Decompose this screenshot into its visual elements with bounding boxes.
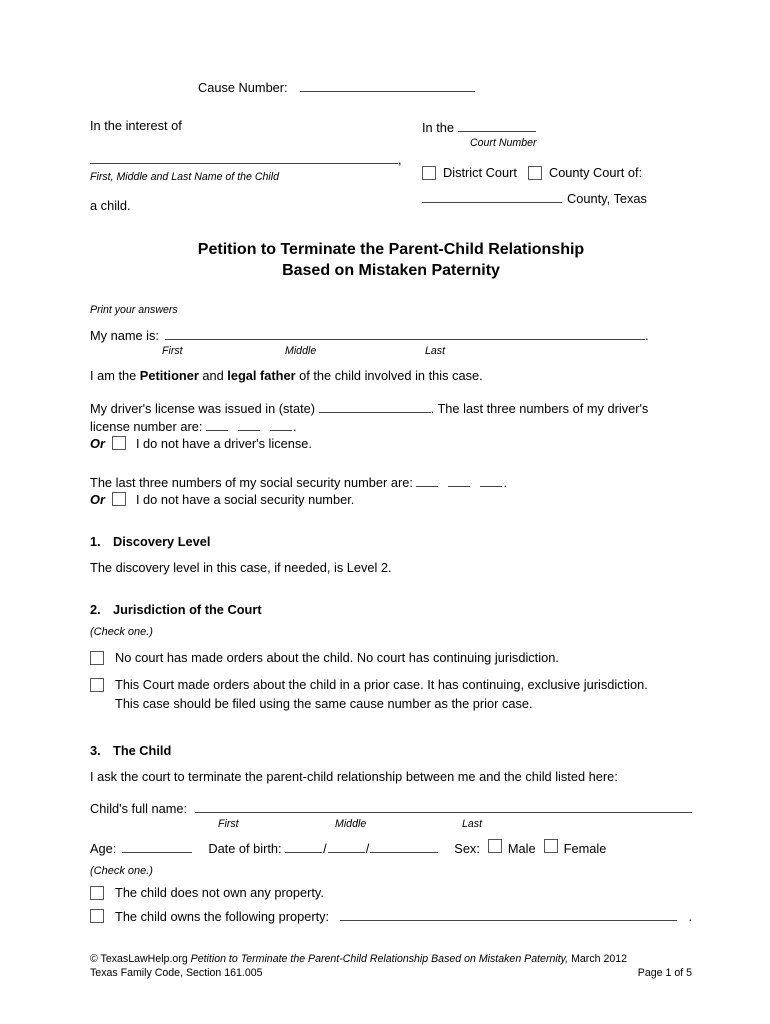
district-court-label: District Court [443, 165, 517, 180]
ssn-line [90, 473, 692, 491]
child-name-field[interactable] [90, 150, 398, 164]
footer-line1 [90, 952, 692, 966]
section2-number: 2. [90, 602, 101, 617]
county-row [422, 189, 692, 207]
no-ssn-label: I do not have a social security number. [135, 492, 355, 507]
dob-slash2: / [365, 841, 370, 856]
cause-number-row [198, 78, 692, 96]
child-middle-sublabel: Middle [335, 818, 367, 830]
no-license-checkbox[interactable] [112, 436, 126, 450]
section3-title: The Child [113, 743, 172, 758]
in-the-label: In the [422, 120, 455, 135]
cause-number-field[interactable] [300, 78, 475, 92]
county-court-label: County Court of: [548, 165, 643, 180]
owns-property-checkbox[interactable] [90, 909, 104, 923]
county-court-checkbox[interactable] [528, 166, 542, 180]
jurisdiction-option1-row [90, 648, 692, 667]
owns-property-period: . [688, 909, 692, 924]
cause-number-label: Cause Number: [198, 80, 288, 95]
prior-case-checkbox[interactable] [90, 678, 104, 692]
ssn-period: . [503, 475, 508, 490]
print-answers-note: Print your answers [90, 304, 178, 316]
or-label: Or [90, 436, 105, 451]
female-label: Female [563, 841, 607, 856]
age-label: Age: [90, 841, 117, 856]
no-ssn-row [90, 492, 692, 508]
drivers-license-paragraph [90, 399, 692, 452]
no-license-label: I do not have a driver's license. [135, 436, 312, 451]
child-first-sublabel: First [218, 818, 239, 830]
first-sublabel: First [162, 345, 183, 357]
prior-case-line1: This Court made orders about the child in a prior case. It has continuing, exclusive jurisdiction. [115, 677, 648, 692]
county-name-field[interactable] [422, 189, 562, 203]
footer-copyright: © TexasLawHelp.org [90, 953, 191, 965]
no-property-label: The child does not own any property. [115, 885, 324, 900]
ssn-line-pre: The last three numbers of my social security number are: [90, 475, 413, 490]
dl-line1 [90, 399, 692, 417]
case-style-header [90, 118, 692, 214]
section2-heading [90, 602, 692, 618]
prior-case-line2: This case should be filed using the same cause number as the prior case. [115, 696, 533, 711]
dl-line2 [90, 417, 692, 435]
prior-case-label [115, 675, 692, 713]
iam-post: of the child involved in this case. [295, 368, 483, 383]
dl-line1-pre: My driver's license was issued in (state) [90, 401, 316, 416]
sex-label: Sex: [454, 841, 480, 856]
court-number-field[interactable] [458, 118, 536, 132]
no-property-checkbox[interactable] [90, 886, 104, 900]
my-name-field[interactable] [165, 326, 645, 340]
iam-petitioner: Petitioner [139, 368, 199, 383]
dob-month-field[interactable] [285, 839, 322, 853]
dl-line2-pre: license number are: [90, 419, 203, 434]
no-ssn-checkbox[interactable] [112, 492, 126, 506]
child-full-name-row [90, 799, 692, 817]
male-label: Male [507, 841, 536, 856]
child-name-line [90, 150, 422, 168]
iam-pre: I am the [90, 368, 140, 383]
no-property-row [90, 885, 692, 901]
section3-heading [90, 743, 692, 759]
form-title-line2: Based on Mistaken Paternity [282, 262, 500, 279]
age-dob-sex-row [90, 839, 692, 857]
jurisdiction-option2-row [90, 675, 692, 713]
petitioner-statement [90, 368, 692, 384]
last-sublabel: Last [425, 345, 446, 357]
section3-intro: I ask the court to terminate the parent-child relationship between me and the child listed here: [90, 769, 618, 784]
dl-digit1-field[interactable] [206, 417, 228, 431]
child-name-sublabels [90, 817, 692, 831]
my-name-sublabels [90, 344, 692, 358]
female-checkbox[interactable] [544, 839, 558, 853]
section3-number: 3. [90, 743, 101, 758]
child-last-sublabel: Last [462, 818, 483, 830]
court-number-caption: Court Number [470, 137, 537, 149]
iam-mid: and [198, 368, 228, 383]
no-license-row [90, 436, 692, 452]
section1-number: 1. [90, 534, 101, 549]
form-title [90, 239, 692, 281]
section2-title: Jurisdiction of the Court [113, 602, 262, 617]
child-full-name-field[interactable] [195, 799, 692, 813]
dob-slash1: / [323, 841, 327, 856]
dob-year-field[interactable] [370, 839, 438, 853]
footer-line2 [90, 966, 692, 980]
in-interest-text: In the interest of [90, 118, 182, 133]
district-court-checkbox[interactable] [422, 166, 436, 180]
dob-day-field[interactable] [328, 839, 365, 853]
comma-text: , [398, 152, 402, 167]
child-name-caption: First, Middle and Last Name of the Child [90, 171, 280, 183]
footer-page-number: Page 1 of 5 [637, 967, 692, 979]
no-court-orders-label: No court has made orders about the child. No court has continuing jurisdiction. [115, 650, 559, 665]
footer-code-reference: Texas Family Code, Section 161.005 [90, 967, 263, 979]
male-checkbox[interactable] [488, 839, 502, 853]
my-name-period: . [644, 328, 649, 343]
section1-heading [90, 534, 692, 550]
county-texas-label: County, Texas [567, 191, 647, 206]
form-title-line1: Petition to Terminate the Parent-Child Relationship [197, 241, 585, 258]
my-name-row [90, 326, 692, 344]
dl-line1-post: . The last three numbers of my driver's [430, 401, 649, 416]
ssn-digit2-field[interactable] [448, 473, 470, 487]
dl-digit2-field[interactable] [238, 417, 260, 431]
child-full-name-label: Child's full name: [90, 801, 188, 816]
section1-body: The discovery level in this case, if needed, is Level 2. [90, 560, 392, 575]
dl-state-field[interactable] [319, 399, 431, 413]
ssn-paragraph [90, 473, 692, 508]
page-footer [90, 952, 692, 980]
court-number-row [422, 118, 692, 136]
court-type-row [422, 165, 692, 181]
case-style-right [422, 118, 692, 214]
property-description-field[interactable] [340, 907, 677, 921]
dob-label: Date of birth: [208, 841, 282, 856]
a-child-text: a child. [90, 198, 131, 213]
iam-legal-father: legal father [227, 368, 296, 383]
owns-property-row [90, 907, 692, 925]
dl-digit3-field[interactable] [270, 417, 292, 431]
my-name-label: My name is: [90, 328, 159, 343]
middle-sublabel: Middle [285, 345, 317, 357]
dl-period: . [292, 419, 297, 434]
case-style-left [90, 118, 422, 214]
ssn-digit3-field[interactable] [480, 473, 502, 487]
section2-check-one-note: (Check one.) [90, 626, 153, 638]
owns-property-label: The child owns the following property: [115, 909, 330, 924]
age-field[interactable] [122, 839, 192, 853]
section1-title: Discovery Level [113, 534, 211, 549]
footer-date: March 2012 [568, 953, 628, 965]
section3-check-one-note: (Check one.) [90, 865, 153, 877]
footer-doc-title: Petition to Terminate the Parent-Child Relationship Based on Mistaken Paternity, [190, 953, 569, 965]
ssn-digit1-field[interactable] [416, 473, 438, 487]
or-label-ssn: Or [90, 492, 105, 507]
no-court-orders-checkbox[interactable] [90, 651, 104, 665]
